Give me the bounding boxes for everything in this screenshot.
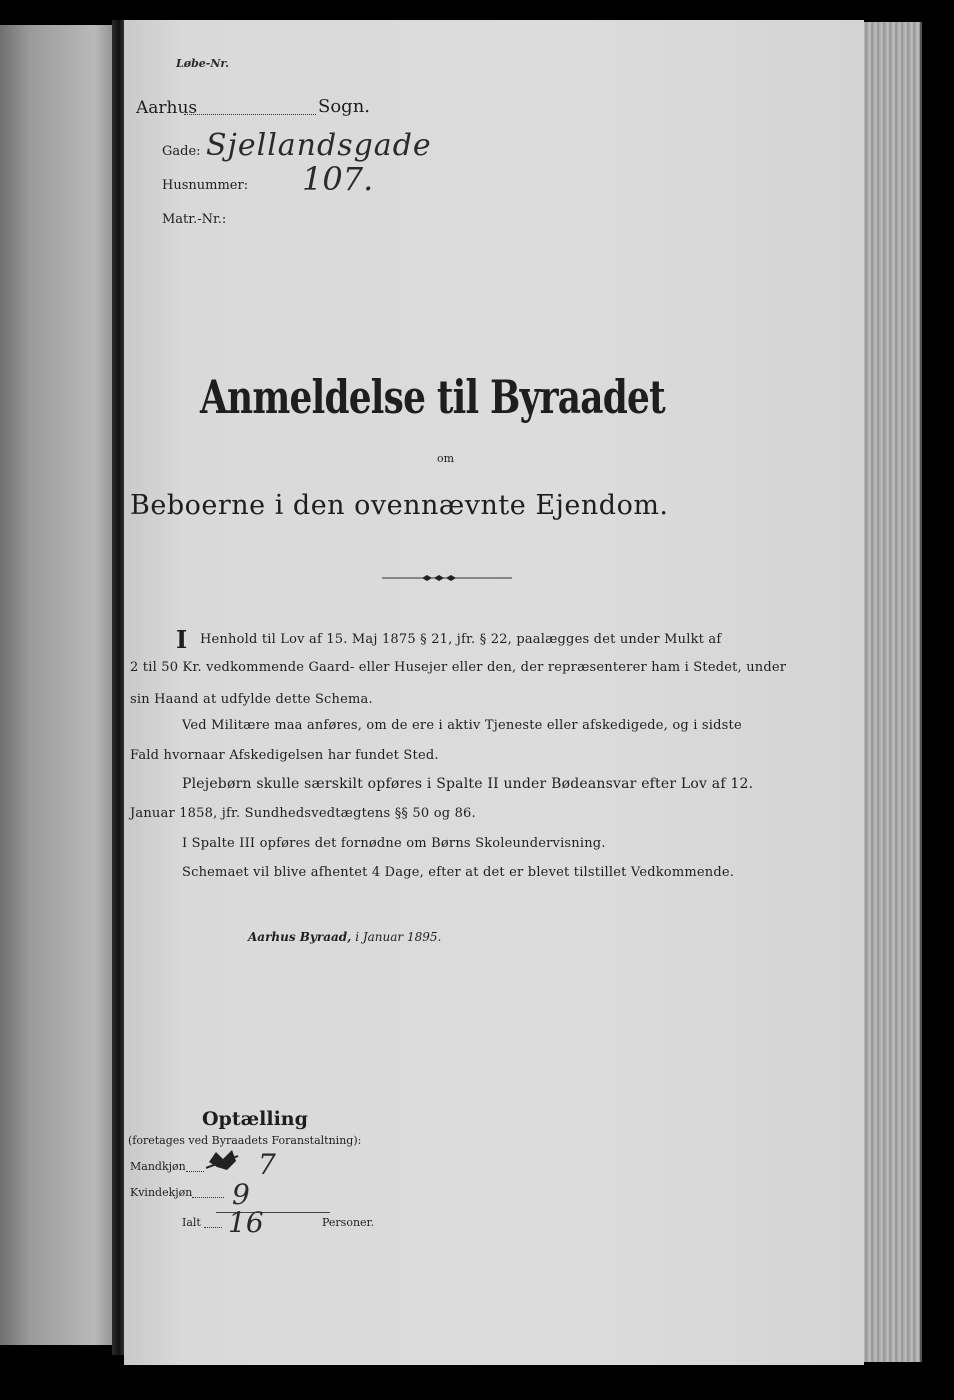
count-title: Optælling [202,1108,308,1130]
ialt-dotline [204,1227,222,1228]
husnummer-value: 107. [302,160,374,198]
ialt-value: 16 [228,1206,264,1239]
gade-label: Gade: [162,144,201,159]
paragraph-5: Schemaet vil blive afhentet 4 Dage, efter at det er blevet tilstillet Vedkommende. [182,865,735,880]
paragraph-3-line-1: Plejebørn skulle særskilt opføres i Spalte II under Bødeansvar efter Lov af 12. [182,776,754,792]
matr-nr-label: Matr.-Nr.: [162,212,227,227]
mandkjon-value: 7 [258,1148,276,1181]
lobe-nr-label: Løbe-Nr. [176,57,229,70]
count-note: (foretages ved Byraadets Foranstaltning): [128,1134,362,1147]
sogn-label: Sogn. [318,96,371,117]
husnummer-label: Husnummer: [162,178,249,193]
paragraph-4: I Spalte III opføres det fornødne om Børns Skoleundervisning. [182,836,606,851]
ornament-divider [382,573,512,583]
document-title: Anmeldelse til Byraadet [200,370,665,424]
document-page [124,20,864,1365]
kvindekjon-value: 9 [232,1178,250,1211]
paragraph-1-line-2: 2 til 50 Kr. vedkommende Gaard- eller Husejer eller den, der repræsenterer ham i Stedet, under [130,660,787,675]
kvindekjon-label: Kvindekjøn [130,1186,193,1199]
paragraph-2-line-1: Ved Militære maa anføres, om de ere i aktiv Tjeneste eller afskedigede, og i sidste [182,718,742,733]
city-label: Aarhus [136,98,198,118]
paragraph-initial: I [176,625,188,654]
sogn-dotline [184,114,316,115]
personer-label: Personer. [322,1216,375,1229]
gade-value: Sjellandsgade [206,128,432,163]
mandkjon-dotline [186,1171,204,1172]
paragraph-3-line-2: Januar 1858, jfr. Sundhedsvedtægtens §§ 50 og 86. [130,806,476,821]
paragraph-1-line-3: sin Haand at udfylde dette Schema. [130,692,373,707]
om-label: om [437,452,455,465]
signature-authority: Aarhus Byraad, [248,930,352,944]
signature-line [248,930,441,944]
ink-blot-icon [206,1148,240,1174]
page-edges [862,22,922,1362]
kvindekjon-dotline [192,1197,224,1198]
left-page [0,25,118,1345]
document-subtitle: Beboerne i den ovennævnte Ejendom. [130,490,669,521]
ialt-label: Ialt [182,1216,201,1229]
signature-date: i Januar 1895. [355,930,442,944]
mandkjon-label: Mandkjøn [130,1160,186,1173]
paragraph-2-line-2: Fald hvornaar Afskedigelsen har fundet Sted. [130,748,439,763]
paragraph-1-line-1: Henhold til Lov af 15. Maj 1875 § 21, jfr. § 22, paalægges det under Mulkt af [200,632,722,647]
